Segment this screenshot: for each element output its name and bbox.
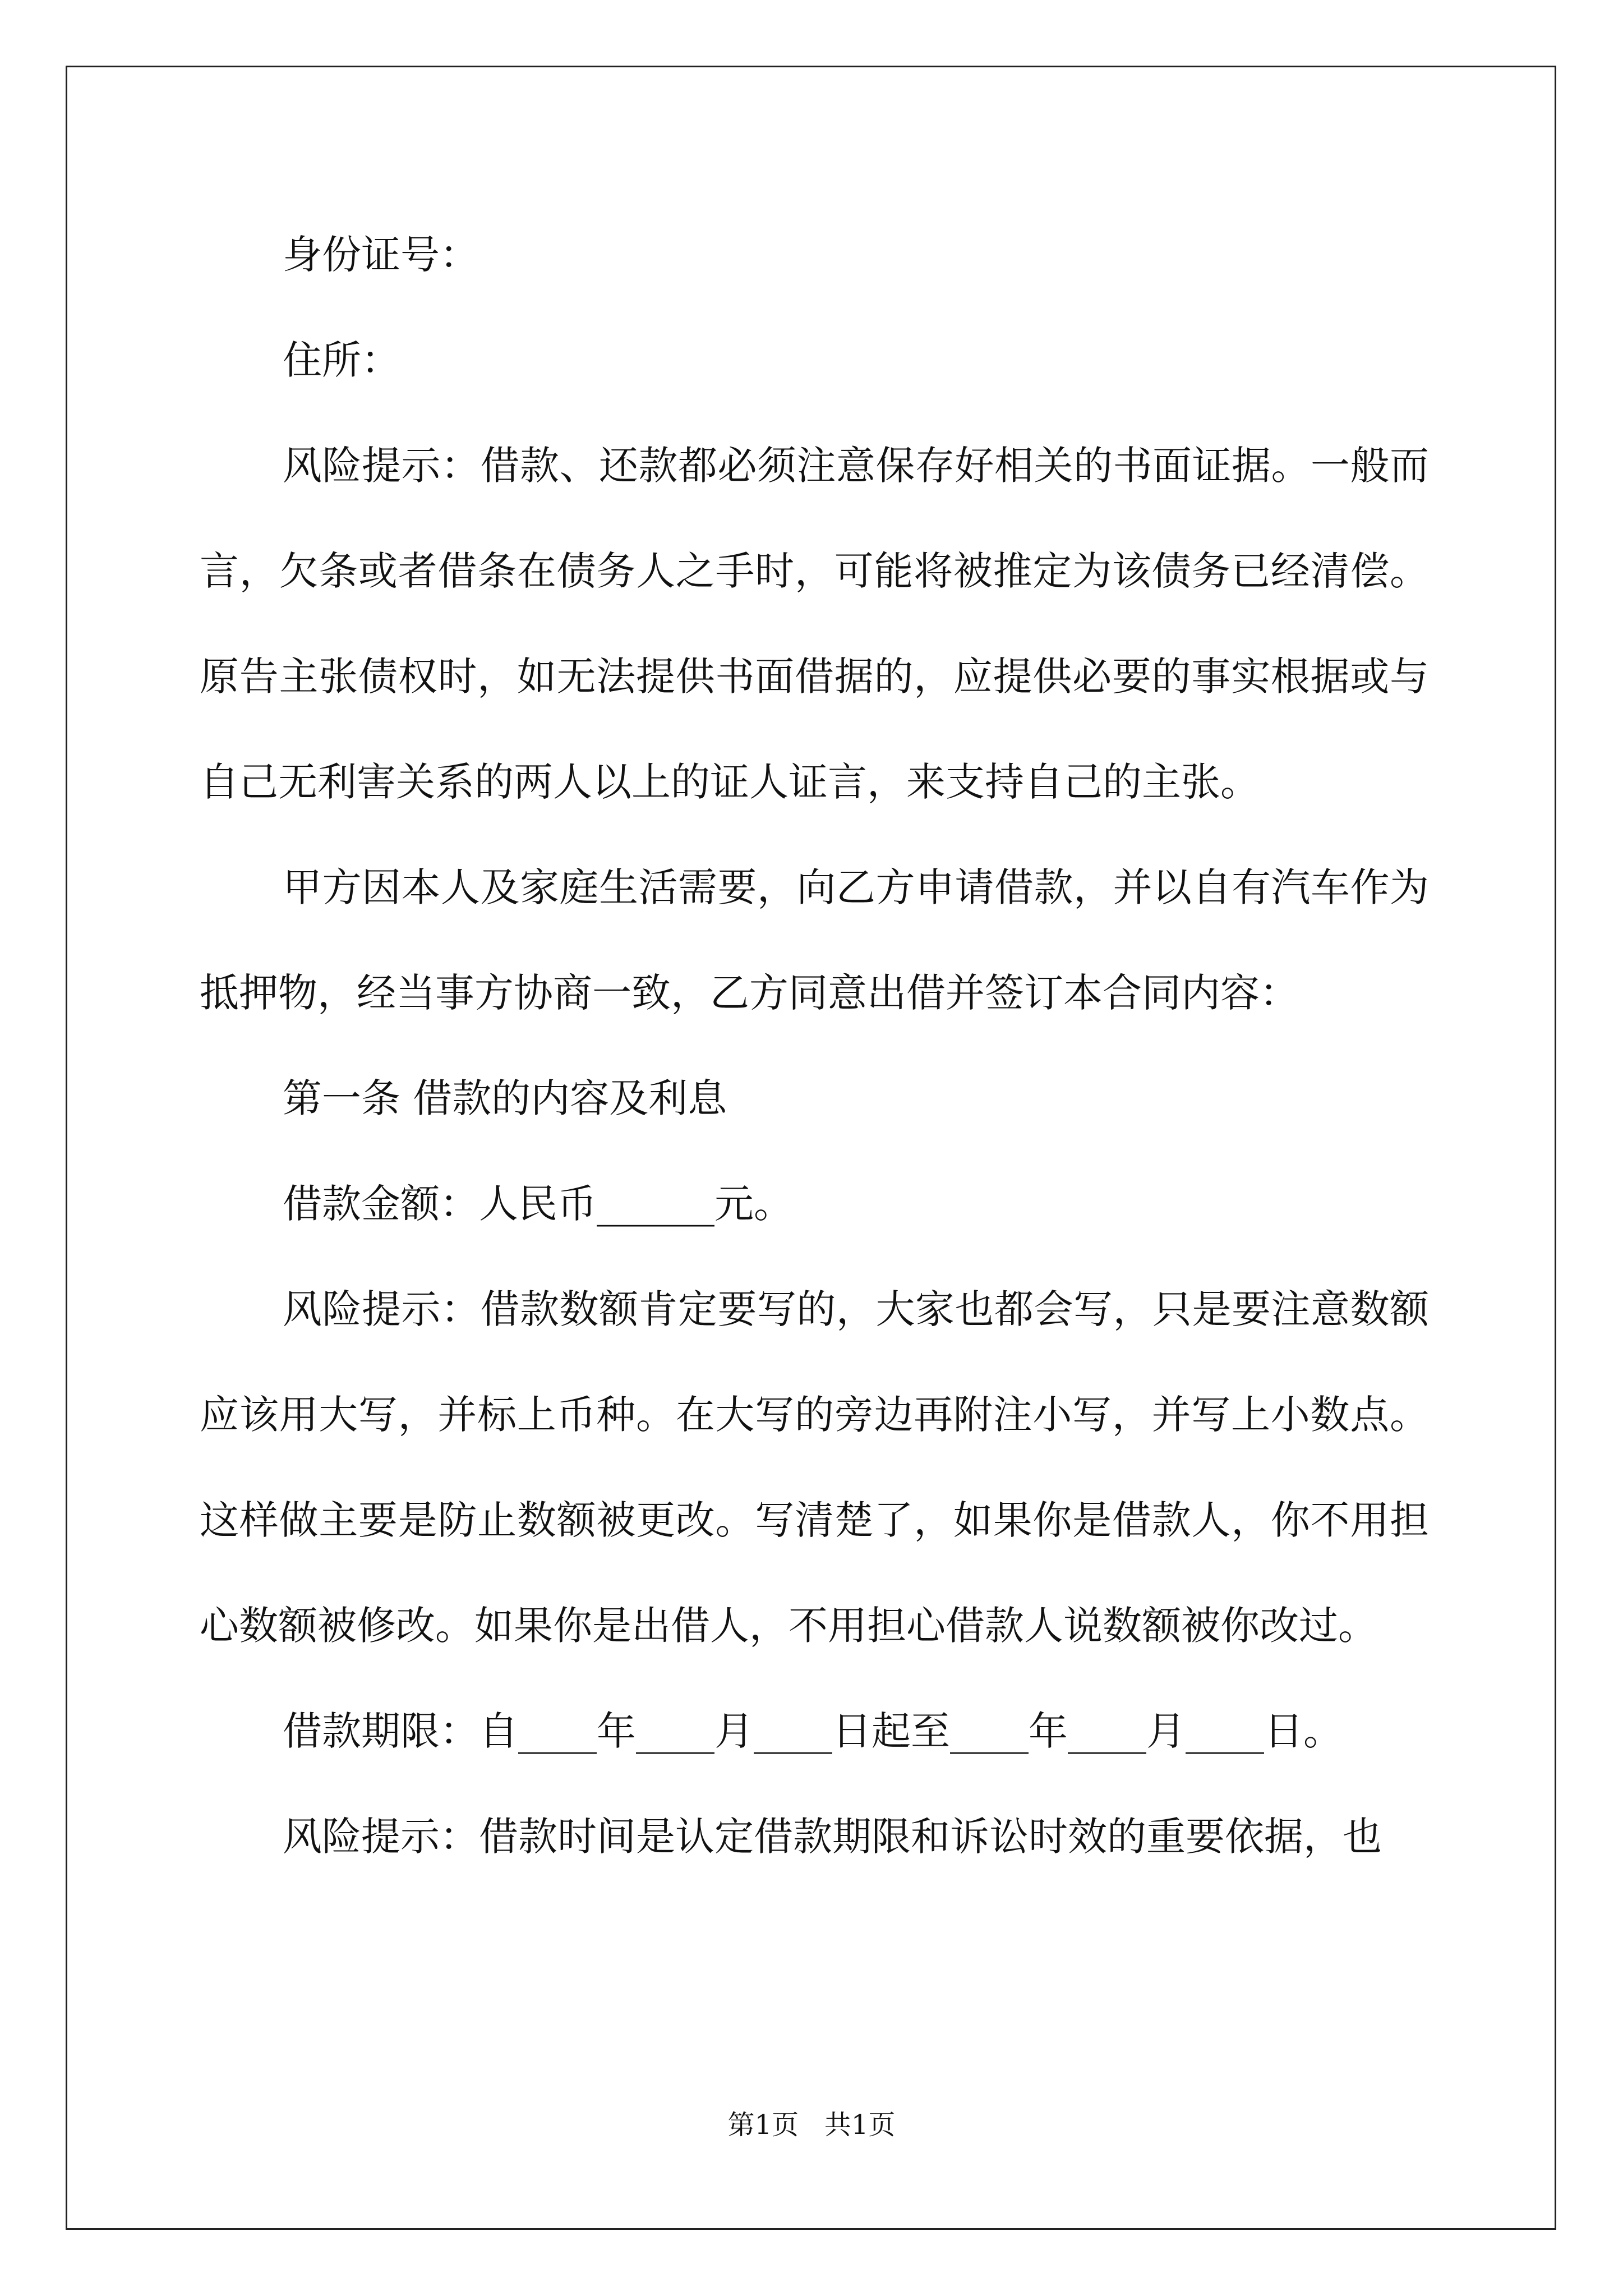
- contract-preamble: 甲方因本人及家庭生活需要，向乙方申请借款，并以自有汽车作为抵押物，经当事方协商一致，乙方同意出借并签订本合同内容：: [200, 864, 1429, 1016]
- risk-note-amount: 风险提示：借款数额肯定要写的，大家也都会写，只是要注意数额应该用大写，并标上币种。在大写的旁边再附注小写，并写上小数点。这样做主要是防止数额被更改。写清楚了，如果你是借款人，你不用担心数额被修改。如果你是出借人，不用担心借款人说数额被你改过。: [200, 1286, 1429, 1649]
- id-number-field: 身份证号：: [283, 232, 479, 278]
- risk-note-evidence: 风险提示：借款、还款都必须注意保存好相关的书面证据。一般而言，欠条或者借条在债务人之手时，可能将被推定为该债务已经清偿。原告主张债权时，如无法提供书面借据的，应提供必要的事实根据或与自己无利害关系的两人以上的证人证言，来支持自己的主张。: [200, 443, 1429, 805]
- risk-note-term: 风险提示：借款时间是认定借款期限和诉讼时效的重要依据，也: [283, 1814, 1382, 1860]
- document-body: [200, 202, 1429, 1889]
- article-one-heading: 第一条 借款的内容及利息: [283, 1075, 727, 1121]
- loan-term-field: 借款期限：自____年____月____日起至____年____月____日。: [283, 1708, 1343, 1754]
- page-footer: 第1页 共1页: [727, 2109, 896, 2141]
- address-field: 住所：: [283, 337, 400, 383]
- loan-amount-field: 借款金额：人民币______元。: [283, 1181, 793, 1227]
